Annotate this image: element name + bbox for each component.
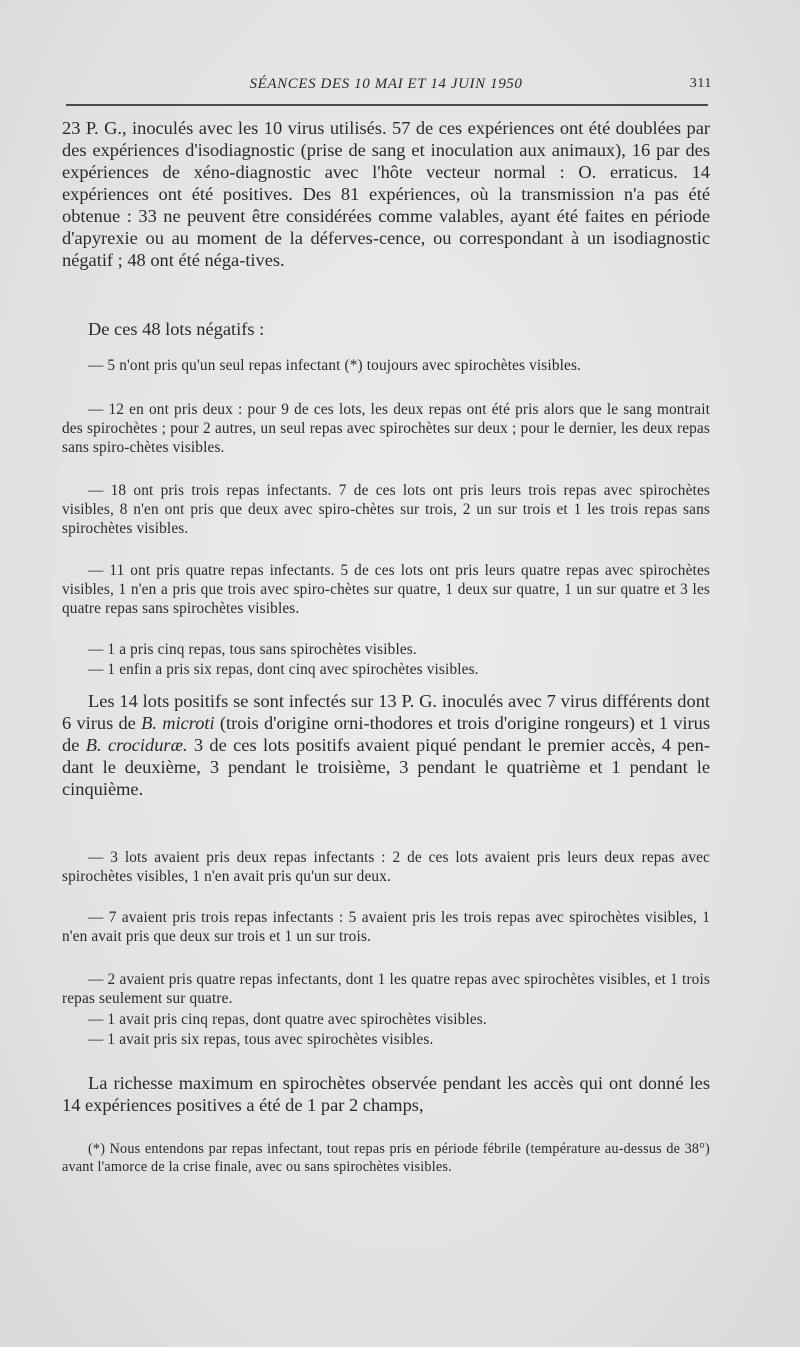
species-microti: B. microti (141, 713, 215, 733)
negative-item-4: — 11 ont pris quatre repas infectants. 5 de ces lots ont pris leurs quatre repas avec spirochètes visibles, 1 n'en a pris que trois avec spiro-chètes sur quatre, 1 deux sur quatre, 1 un sur quatre et 3 les quatre repas sans spirochètes visibles. (62, 562, 710, 618)
positives-text-2: (trois d'origine orni-thodores et trois d'origine rongeurs) et 1 virus de (62, 713, 710, 755)
negative-item-1: — 5 n'ont pris qu'un seul repas infectant (*) toujours avec spirochètes visibles. (88, 357, 582, 374)
footnote: (*) Nous entendons par repas infectant, tout repas pris en période fébrile (température au-dessus de 38°) avant l'amorce de la crise finale, avec ou sans spirochètes visibles. (62, 1141, 710, 1175)
running-header (62, 76, 710, 100)
positive-item-3: — 2 avaient pris quatre repas infectants, dont 1 les quatre repas avec spirochètes visibles, et 1 trois repas seulement sur quatre. (62, 971, 710, 1008)
positives-text-3: 3 de ces lots positifs avaient piqué pendant le premier accès, 4 pen-dant le deuxième, 3 pendant le troisième, 3 pendant le quatrième et 1 pendant le cinquième. (62, 735, 710, 799)
negative-item-3: — 18 ont pris trois repas infectants. 7 de ces lots ont pris leurs trois repas avec spirochètes visibles, 8 n'en ont pris que deux avec spiro-chètes sur trois, 2 un sur trois et 1 les trois repas sans spirochètes visibles. (62, 482, 710, 538)
positive-item-5: — 1 avait pris six repas, tous avec spirochètes visibles. (88, 1031, 434, 1048)
paragraph-richesse: La richesse maximum en spirochètes observée pendant les accès qui ont donné les 14 expériences positives a été de 1 par 2 champs, (62, 1073, 710, 1115)
paragraph-negatives-lead: De ces 48 lots négatifs : (88, 319, 265, 339)
header-rule (66, 104, 708, 106)
negative-item-6: — 1 enfin a pris six repas, dont cinq avec spirochètes visibles. (88, 661, 479, 678)
positive-item-1: — 3 lots avaient pris deux repas infectants : 2 de ces lots avaient pris leurs deux repas avec spirochètes visibles, 1 n'en avait pris qu'un sur deux. (62, 849, 710, 886)
positives-text-1: Les 14 lots positifs se sont infectés sur 13 P. G. inoculés avec 7 virus différents dont 6 virus de (62, 691, 710, 733)
positive-item-2: — 7 avaient pris trois repas infectants : 5 avaient pris les trois repas avec spirochètes visibles, 1 n'en avait pris que deux sur trois et 1 un sur trois. (62, 909, 710, 946)
page-number: 311 (689, 76, 712, 91)
paragraph-intro: 23 P. G., inoculés avec les 10 virus utilisés. 57 de ces expériences ont été doublées par des expériences d'isodiagnostic (prise de sang et inoculation aux animaux), 16 par des expériences de xéno-diagnostic avec l'hôte vecteur normal : O. erraticus. 14 expériences ont été positives. Des 81 expériences, où la transmission n'a pas été obtenue : 33 ne peuvent être considérées comme valables, ayant été faites en période d'apyrexie ou au moment de la déferves-cence, ou correspondant à un isodiagnostic négatif ; 48 ont été néga-tives. (62, 118, 710, 270)
positive-item-4: — 1 avait pris cinq repas, dont quatre avec spirochètes visibles. (88, 1011, 487, 1028)
species-crociduræ: B. crociduræ. (85, 735, 188, 755)
running-title: SÉANCES DES 10 MAI ET 14 JUIN 1950 (249, 76, 523, 92)
paragraph-positives (62, 690, 710, 800)
negative-item-5: — 1 a pris cinq repas, tous sans spirochètes visibles. (88, 641, 417, 658)
negative-item-2: — 12 en ont pris deux : pour 9 de ces lots, les deux repas ont été pris alors que le sang montrait des spirochètes ; pour 2 autres, un seul repas avec spirochètes sur deux ; pour le dernier, les deux repas sans spiro-chètes visibles. (62, 401, 710, 457)
